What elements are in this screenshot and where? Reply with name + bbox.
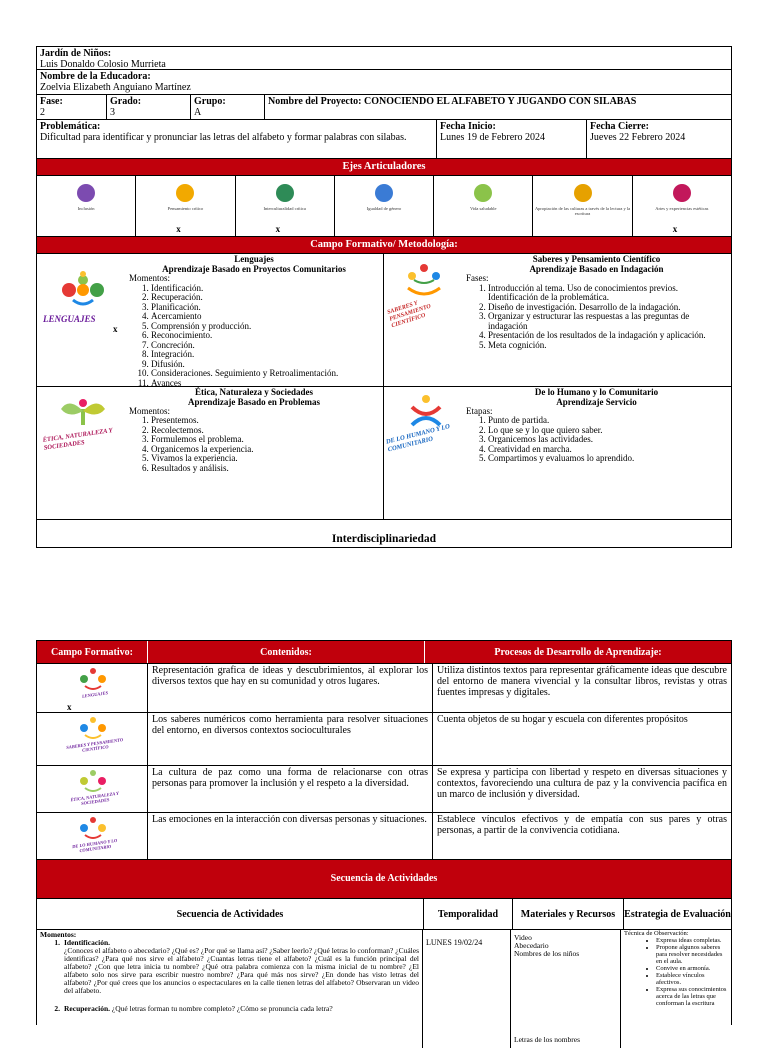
table-row — [37, 813, 731, 860]
eje-icon — [673, 184, 691, 202]
lenguajes-list-item: 8. Integración. — [151, 350, 379, 360]
saberes-list-item: 5. Meta cognición. — [488, 341, 727, 351]
estrategia-list — [624, 937, 728, 1007]
saberes-list — [466, 284, 727, 351]
fase-row — [37, 95, 731, 120]
campo-icon — [73, 715, 113, 741]
humano-list-item: 2. Lo que se y lo que quiero saber. — [488, 426, 727, 436]
head-estrategia: Estrategia de Evaluación — [624, 908, 731, 920]
fecha-cierre-label: Fecha Cierre: — [590, 121, 649, 132]
saberes-list-item: 3. Organizar y estructurar las respuestas a las preguntas de indagación — [488, 312, 727, 331]
lenguajes-body — [129, 254, 383, 386]
lenguajes-method: Aprendizaje Basado en Proyectos Comunitarios — [162, 264, 346, 274]
ejes-title: Ejes Articuladores — [37, 159, 731, 176]
quad-humano — [384, 387, 731, 520]
proceso-cell: Cuenta objetos de su hogar y escuela con diferentes propósitos — [437, 714, 688, 725]
eje-icon — [77, 184, 95, 202]
eje-icon — [574, 184, 592, 202]
head-campo: Campo Formativo: — [37, 641, 148, 663]
lenguajes-logo-text: LENGUAJES — [43, 314, 96, 324]
saberes-body — [466, 254, 731, 386]
contents-header — [37, 641, 731, 664]
problematica-row — [37, 120, 731, 159]
humano-intro: Etapas: — [466, 405, 493, 416]
materiales-2: Letras de los nombres — [514, 1035, 581, 1044]
humano-list-item: 3. Organicemos las actividades. — [488, 435, 727, 445]
table-row — [37, 664, 731, 713]
grado-value: 3 — [110, 107, 115, 118]
humano-list — [466, 416, 727, 464]
campo-logo-cell — [37, 664, 148, 712]
momento-1-text: ¿Conoces el alfabeto o abecedario? ¿Qué es? ¿Por qué se llama así? ¿Saber leerlo? ¿Qué letras lo conforman? ¿Cuáles identificas? ¿Para qué nos sirve el alfabeto? ¿Cuantas letras tiene el alfabeto? ¿Cuál es la función principal del alfabeto? ¿Con que letra inicia tu nombre? ¿Qué otra palabra comienza con la misma inicial de tu nombre? ¿El alfabeto solo nos sirve para escribir nuestro nombre? ¿Para qué más nos sirve? ¿En donde has visto letras del alfabeto? ¿Por qué crees que los anuncios o espectaculares en la calle tienen letras del alfabeto? Observaran un video del alfabeto. — [64, 946, 419, 995]
etica-list-item: 3. Formulemos el problema. — [151, 435, 379, 445]
grupo-value: A — [194, 107, 202, 118]
lenguajes-list-item: 2. Recuperación. — [151, 293, 379, 303]
fase-value: 2 — [40, 107, 45, 118]
etica-body — [129, 387, 383, 520]
humano-list-item: 5. Compartimos y evaluamos lo aprendido. — [488, 454, 727, 464]
etica-list — [129, 416, 379, 473]
head-procesos: Procesos de Desarrollo de Aprendizaje: — [494, 646, 662, 658]
saberes-logo-text: SABERES Y PENSAMIENTO CIENTÍFICO — [386, 300, 432, 330]
contents-rows — [37, 664, 731, 860]
eje-icon — [276, 184, 294, 202]
secuencia-body — [37, 930, 731, 1048]
quad-saberes — [384, 254, 731, 387]
etica-title: Ética, Naturaleza y Sociedades — [195, 386, 313, 397]
fecha-cierre-value: Jueves 22 Febrero 2024 — [590, 132, 686, 143]
problematica-label: Problemática: — [40, 121, 101, 132]
etica-intro: Momentos: — [129, 405, 171, 416]
etica-list-item: 5. Vivamos la experiencia. — [151, 454, 379, 464]
estrategia-item: • Propone algunos saberes para resolver necesidades en el aula. — [656, 944, 728, 965]
saberes-list-item: 2. Diseño de investigación. Desarrollo de la indagación. — [488, 303, 727, 313]
etica-logo-text: ÉTICA, NATURALEZA Y SOCIEDADES — [42, 426, 113, 452]
eje-item — [335, 176, 434, 236]
campo-logo-text: SABERES Y PENSAMIENTO CIENTÍFICO — [65, 737, 124, 753]
etica-list-item: 4. Organicemos la experiencia. — [151, 445, 379, 455]
eje-label: Vida saludable — [469, 206, 497, 211]
momento-item-1: 1. Identificación. ¿Conoces el alfabeto o abecedario? ¿Qué es? ¿Por qué se llama así? ¿Saber leerlo? ¿Qué letras lo conforman? ¿Cuáles identificas? ¿Para qué nos sirve el alfabeto? ¿Cuantas letras tiene el alfabeto? ¿Cuál es la función principal del alfabeto? ¿Con que letra inicia tu nombre? ¿Qué otra palabra comienza con la misma inicial de tu nombre? ¿El alfabeto solo nos sirve para escribir nuestro nombre? ¿Para qué más nos sirve? ¿En donde has visto letras del alfabeto? ¿Por qué crees que los anuncios o espectaculares en la calle tienen letras del alfabeto? Observaran un video del alfabeto. — [54, 938, 419, 995]
jardin-value: Luis Donaldo Colosio Murrieta — [40, 59, 166, 70]
ejes-row — [37, 176, 731, 237]
eje-label: Artes y experiencias estéticas — [655, 206, 709, 211]
campo-logo-cell — [37, 766, 148, 812]
eje-label: Inclusión — [77, 206, 95, 211]
contenido-cell: Las emociones en la interacción con diversas personas y situaciones. — [148, 813, 433, 859]
proceso-cell: Establece vínculos efectivos y de empatía con sus pares y otras personas, a partir de la convivencia cotidiana. — [437, 814, 727, 836]
saberes-list-item: 1. Introducción al tema. Uso de conocimientos previos. Identificación de la problemática. — [488, 284, 727, 303]
head-temporalidad: Temporalidad — [424, 899, 513, 929]
eje-item — [236, 176, 335, 236]
campo-logo-text: LENGUAJES — [81, 690, 109, 699]
lenguajes-logo — [37, 254, 129, 386]
quad-etica — [37, 387, 384, 520]
educadora-value: Zoelvia Elizabeth Anguiano Martínez — [40, 82, 191, 93]
estrategia-item: • Establece vínculos afectivos. — [656, 972, 728, 986]
lenguajes-list-item: 11. Avances — [151, 379, 379, 389]
problematica-value: Dificultad para identificar y pronunciar las letras del alfabeto y formar palabras con silabas. — [40, 132, 407, 143]
contents-table — [36, 640, 732, 1044]
jardin-row — [37, 47, 731, 70]
estrategia-item: • Expresa ideas completas. — [656, 937, 728, 944]
humano-list-item: 4. Creatividad en marcha. — [488, 445, 727, 455]
lenguajes-list-item: 1. Identificación. — [151, 284, 379, 294]
humano-body — [466, 387, 731, 520]
eje-item — [533, 176, 632, 236]
lenguajes-list-item: 4. Acercamiento — [151, 312, 379, 322]
fecha-inicio-label: Fecha Inicio: — [440, 121, 496, 132]
etica-list-item: 1. Presentemos. — [151, 416, 379, 426]
campo-logo-text: DE LO HUMANO Y LO COMUNITARIO — [71, 837, 118, 854]
campo-title: Campo Formativo/ Metodología: — [37, 237, 731, 254]
lenguajes-intro: Momentos: — [129, 273, 171, 283]
temporalidad-cell: LUNES 19/02/24 — [423, 930, 511, 1048]
humano-method: Aprendizaje Servicio — [556, 396, 637, 407]
table-row — [37, 766, 731, 813]
table-row — [37, 713, 731, 766]
lenguajes-list — [129, 284, 379, 389]
secuencia-text — [37, 930, 423, 1048]
fecha-inicio-value: Lunes 19 de Febrero 2024 — [440, 132, 545, 143]
saberes-intro: Fases: — [466, 273, 489, 283]
estrategia-item: • Convive en armonía. — [656, 965, 728, 972]
momento-2-title: Recuperación. — [64, 1004, 111, 1013]
secuencia-header — [37, 899, 731, 930]
grado-label: Grado: — [110, 96, 142, 107]
eje-mark: x — [672, 224, 678, 234]
humano-logo — [384, 387, 466, 520]
eje-icon — [474, 184, 492, 202]
campo-icon — [73, 666, 113, 692]
eje-icon — [176, 184, 194, 202]
momentos-label: Momentos: — [40, 930, 77, 939]
interdisciplinariedad-title: Interdisciplinariedad — [331, 533, 437, 545]
momento-item-2: 2. Recuperación. ¿Qué letras forman tu nombre completo? ¿Cómo se pronuncia cada letra? — [54, 1004, 333, 1013]
contenido-cell: La cultura de paz como una forma de relacionarse con otras personas para promover la inclusión y el respeto a la diversidad. — [148, 766, 433, 812]
etica-list-item: 6. Resultados y análisis. — [151, 464, 379, 474]
campo-logo-cell — [37, 713, 148, 765]
lenguajes-list-item: 7. Concreción. — [151, 341, 379, 351]
eje-mark: x — [275, 224, 281, 234]
etica-method: Aprendizaje Basado en Problemas — [188, 396, 320, 407]
humano-list-item: 1. Punto de partida. — [488, 416, 727, 426]
materiales-cell — [511, 930, 621, 1048]
jardin-label: Jardín de Niños: — [40, 48, 112, 59]
lenguajes-list-item: 10. Consideraciones. Seguimiento y Retroalimentación. — [151, 369, 379, 379]
etica-list-item: 2. Recolectemos. — [151, 426, 379, 436]
educadora-row — [37, 70, 731, 95]
fase-label: Fase: — [40, 96, 63, 107]
secuencia-title: Secuencia de Actividades — [37, 860, 731, 899]
campo-mark: x — [67, 702, 72, 712]
eje-item — [434, 176, 533, 236]
lenguajes-list-item: 9. Difusión. — [151, 360, 379, 370]
eje-item — [136, 176, 235, 236]
proceso-cell: Se expresa y participa con libertad y respeto en diversas situaciones y contextos, favoreciendo una cultura de paz y la convivencia pacífica en un marco de inclusión y diversidad. — [437, 767, 727, 800]
etica-logo — [37, 387, 129, 520]
material-item: Video — [514, 933, 532, 942]
educadora-label: Nombre de la Educadora: — [40, 71, 151, 82]
eje-label: Igualdad de género — [366, 206, 402, 211]
proceso-cell: Utiliza distintos textos para representar gráficamente ideas que descubre del entorno de manera vivencial y la consultar libros, revistas y otras fuentes impresas y digitales. — [437, 665, 727, 698]
eje-item — [37, 176, 136, 236]
campo-icon — [73, 815, 113, 841]
saberes-logo — [384, 254, 466, 386]
grupo-label: Grupo: — [194, 96, 226, 107]
campo-logo-text: ÉTICA, NATURALEZA Y SOCIEDADES — [70, 790, 120, 806]
humano-title: De lo Humano y lo Comunitario — [534, 386, 659, 397]
saberes-method: Aprendizaje Basado en Indagación — [529, 264, 664, 274]
eje-mark: x — [176, 224, 181, 234]
campo-icon — [73, 768, 113, 794]
planning-header-table — [36, 46, 732, 548]
head-secuencia: Secuencia de Actividades — [37, 899, 424, 929]
eje-label: Pensamiento crítico — [167, 206, 204, 211]
contenido-cell: Los saberes numéricos como herramienta para resolver situaciones del entorno, en diversos contextos socioculturales — [148, 713, 433, 765]
estrategia-intro: Técnica de Observación: — [624, 930, 689, 937]
contenido-cell: Representación grafica de ideas y descubrimientos, al explorar los diversos textos que hay en su comunidad y otros lugares. — [148, 664, 433, 712]
lenguajes-title: Lenguajes — [234, 254, 274, 264]
proyecto-name: Nombre del Proyecto: CONOCIENDO EL ALFABETO Y JUGANDO CON SILABAS — [268, 96, 637, 107]
lenguajes-list-item: 6. Reconocimiento. — [151, 331, 379, 341]
momento-2-text: ¿Qué letras forman tu nombre completo? ¿Cómo se pronuncia cada letra? — [111, 1004, 333, 1013]
momento-1-title: Identificación. — [64, 938, 111, 947]
materiales-list — [514, 934, 617, 958]
eje-label: Apropiación de las culturas a través de la lectura y la escritura — [534, 206, 631, 216]
material-item: Nombres de los niños — [514, 949, 580, 958]
lenguajes-mark: x — [113, 324, 118, 334]
quad-lenguajes — [37, 254, 384, 387]
lenguajes-list-item: 3. Planificación. — [151, 303, 379, 313]
saberes-list-item: 4. Presentación de los resultados de la indagación y aplicación. — [488, 331, 727, 341]
material-item: Abecedario — [514, 941, 549, 950]
lenguajes-list-item: 5. Comprensión y producción. — [151, 322, 379, 332]
eje-item — [633, 176, 731, 236]
eje-icon — [375, 184, 393, 202]
head-contenidos: Contenidos: — [148, 641, 425, 663]
saberes-title: Saberes y Pensamiento Científico — [532, 254, 661, 264]
humano-logo-text: DE LO HUMANO Y LO COMUNITARIO — [385, 422, 451, 453]
head-materiales: Materiales y Recursos — [513, 899, 624, 929]
estrategia-item: • Expresa sus conocimientos acerca de las letras que conforman la escritura — [656, 986, 728, 1007]
estrategia-cell — [621, 930, 731, 1048]
campo-logo-cell — [37, 813, 148, 859]
eje-label: Interculturalidad crítica — [263, 206, 306, 211]
campo-grid — [37, 254, 731, 520]
